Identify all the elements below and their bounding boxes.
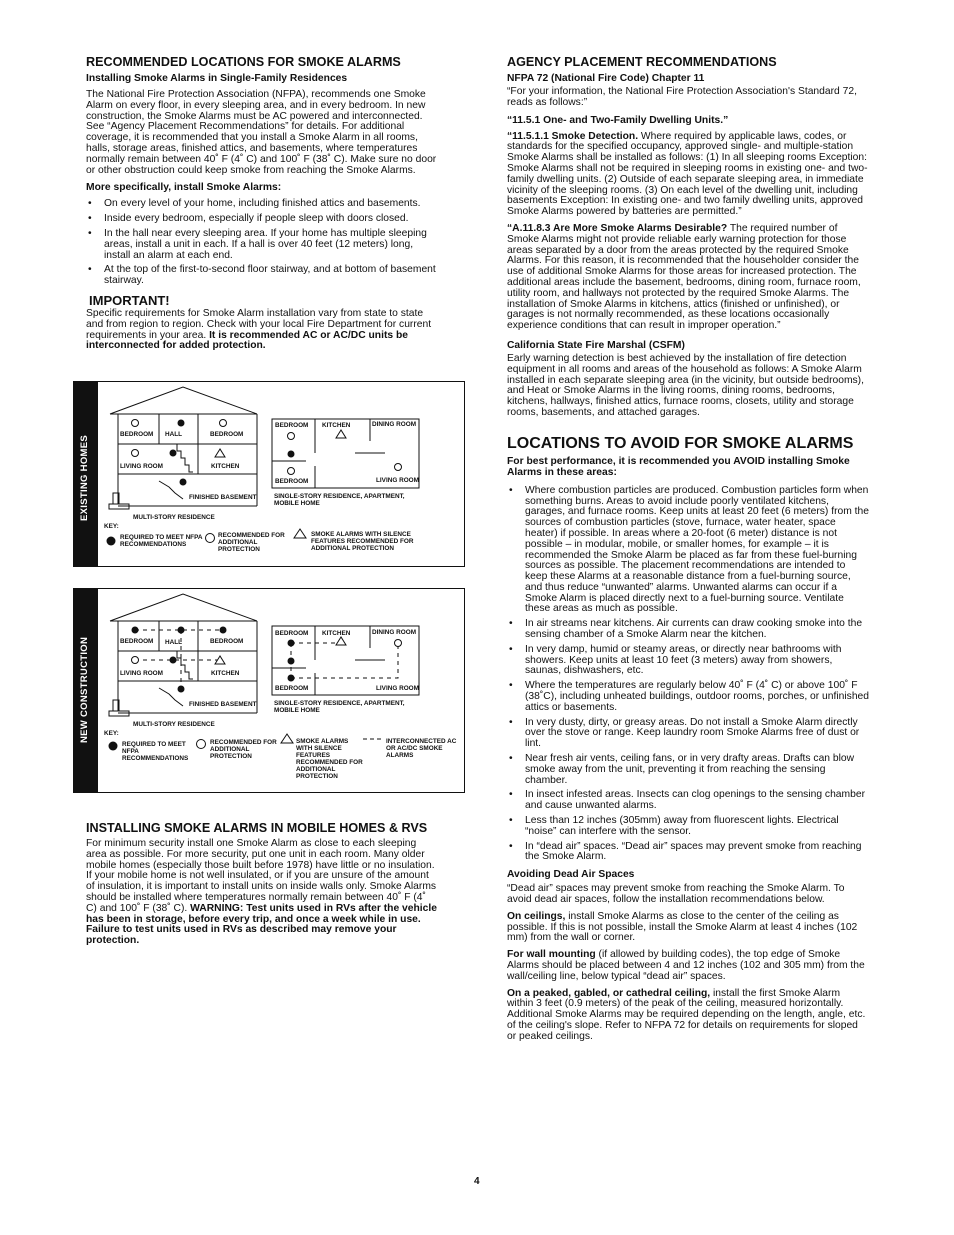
list-item: • Where combustion particles are produced. Combustion particles form when something burns. Areas to avoid include poorly ventilated kitchens, garages, and furnace rooms. Keep units at least 20 feet (6 meters) from the sources of combustion particles (stove, furnace, water heater, space heater) if possible. In areas where a 20-foot (6 meter) distance is not possible – in modular, mobile, or smaller homes, for example – it is recommended the Smoke Alarm be placed as far from these fuel-burning sources as possible. The placement recommendations are intended to keep these Alarms at a reasonable distance from a fuel-burning source, and thus reduce “unwanted” alarms. Unwanted alarms can occur if a Smoke Alarm is placed directly next to a fuel-burning source. Ventilate these areas as much as possible. xyxy=(507,486,869,616)
multi-story-caption: MULTI-STORY RESIDENCE xyxy=(133,514,215,521)
agency-placement-heading: AGENCY PLACEMENT RECOMMENDATIONS xyxy=(507,55,777,69)
mobile-homes-section xyxy=(86,821,438,953)
room-label: BEDROOM xyxy=(275,630,309,637)
list-item: • In the hall near every sleeping area. If your home has multiple sleeping areas, install a unit in each. If a hall is over 40 feet (12 meters) long, install an alarm at each end. xyxy=(86,229,438,261)
avoid-intro: For best performance, it is recommended you AVOID installing Smoke Alarms in these areas: xyxy=(507,455,850,478)
left-column xyxy=(86,55,438,358)
mobile-homes-warning: WARNING: Test units used in RVs after the vehicle has been in storage, before every trip, and once a week while in use. Failure to test units used in RVs as described may remove your protection. xyxy=(86,902,437,947)
ceilings-text: install Smoke Alarms as close to the center of the ceiling as possible. If this is not possible, install the Smoke Alarm at least 4 inches (102 mm) from the wall or corner. xyxy=(507,910,858,944)
existing-homes-side-label: EXISTING HOMES xyxy=(79,434,90,521)
mobile-homes-heading: INSTALLING SMOKE ALARMS IN MOBILE HOMES & RVS xyxy=(86,821,428,835)
room-label: BEDROOM xyxy=(275,422,309,429)
section-11-5-1-heading: “11.5.1 One- and Two-Family Dwelling Units.” xyxy=(507,114,729,126)
important-text: Specific requirements for Smoke Alarm installation vary from state to state and from region to region. Check with your local Fire Department for current requirements in your area. xyxy=(86,307,432,341)
key-silence-label: SMOKE ALARMS WITH SILENCE FEATURES RECOMMENDED FOR ADDITIONAL PROTECTION xyxy=(311,531,414,552)
room-label: FINISHED BASEMENT xyxy=(189,494,257,501)
list-item: • Inside every bedroom, especially if people sleep with doors closed. xyxy=(86,214,438,225)
right-column xyxy=(507,55,869,1049)
dead-air-heading: Avoiding Dead Air Spaces xyxy=(507,869,635,881)
dead-air-paragraph: “Dead air” spaces may prevent smoke from reaching the Smoke Alarm. To avoid dead air spaces, follow the installation recommendations below. xyxy=(507,883,845,906)
room-label: LIVING ROOM xyxy=(376,477,419,484)
new-construction-side-label: NEW CONSTRUCTION xyxy=(79,636,90,743)
room-label: KITCHEN xyxy=(322,630,351,637)
room-label: KITCHEN xyxy=(211,670,240,677)
avoid-bullet-list xyxy=(507,486,869,864)
mobile-homes-paragraph xyxy=(86,839,438,947)
install-bullet-list xyxy=(86,199,438,287)
room-label: HALL xyxy=(165,431,183,438)
nfpa-intro: “For your information, the National Fire Protection Association's Standard 72, reads as follows:” xyxy=(507,86,857,108)
multi-story-caption: MULTI-STORY RESIDENCE xyxy=(133,721,215,728)
room-label: KITCHEN xyxy=(211,463,240,470)
room-label: DINING ROOM xyxy=(372,421,417,428)
csfm-paragraph: Early warning detection is best achieved by the installation of fire detection equipment in all rooms and areas of the household as follows: A Smoke Alarm installed in each separate sleeping area (in the vicinity, but outside bedrooms), and Heat or Smoke Alarms in the living rooms, dining rooms, bedrooms, kitchens, hallways, finished attics, furnace rooms, closets, utility and storage rooms, basements, and attached garages. xyxy=(507,352,864,418)
csfm-heading: California State Fire Marshal (CSFM) xyxy=(507,339,685,351)
room-label: BEDROOM xyxy=(275,685,309,692)
list-item: • In insect infested areas. Insects can clog openings to the sensing chamber and cause unwanted alarms. xyxy=(507,790,869,812)
list-item: • On every level of your home, including finished attics and basements. xyxy=(86,199,438,210)
peaked-ceiling-text: install the first Smoke Alarm within 3 feet (0.9 meters) of the peak of the ceiling, measured horizontally. Additional Smoke Alarms may be required depending on the length, angle, etc. of the ceiling's slope. Refer to NFPA 72 for details on requirements for sloped or peaked ceilings. xyxy=(507,987,866,1042)
room-label: BEDROOM xyxy=(210,431,244,438)
list-item: • In very dusty, dirty, or greasy areas. Do not install a Smoke Alarm directly over the stove or range. Keep laundry room Smoke Alarms free of dust or lint. xyxy=(507,718,869,750)
room-label: FINISHED BASEMENT xyxy=(189,701,257,708)
page-number: 4 xyxy=(474,1176,480,1187)
section-11-5-1-1-paragraph xyxy=(507,132,869,218)
list-item: • At the top of the first-to-second floor stairway, and at bottom of basement stairway. xyxy=(86,265,438,287)
recommended-locations-heading: RECOMMENDED LOCATIONS FOR SMOKE ALARMS xyxy=(86,55,401,69)
key-required-label: REQUIRED TO MEET NFPA RECOMMENDATIONS xyxy=(122,741,189,762)
single-story-caption: SINGLE-STORY RESIDENCE, APARTMENT, MOBILE HOME xyxy=(274,700,405,714)
key-required-label: REQUIRED TO MEET NFPA RECOMMENDATIONS xyxy=(120,534,203,548)
nfpa-intro-paragraph: The National Fire Protection Association (NFPA), recommends one Smoke Alarm on every floor, in every sleeping area, and in every bedroom. In new construction, the Smoke Alarms must be AC powered and interconnected. See “Agency Placement Recommendations” for details. For additional coverage, it is recommended that you install a Smoke Alarm in all rooms, halls, storage areas, finished attics, and basements, where temperatures normally remain between 40˚ F (4˚ C) and 100˚ F (38˚ C). Make sure no door or other obstruction could keep smoke from reaching the Smoke Alarms. xyxy=(86,89,437,176)
section-a-11-8-3-paragraph xyxy=(507,224,869,332)
wall-mounting-text: (if allowed by building codes), the top edge of Smoke Alarms should be placed between 4 and 12 inches (102 and 305 mm) from the wall/ceiling line, below typical “dead air” spaces. xyxy=(507,949,865,982)
key-recommended-label: RECOMMENDED FOR ADDITIONAL PROTECTION xyxy=(210,739,277,760)
single-story-caption: SINGLE-STORY RESIDENCE, APARTMENT, MOBILE HOME xyxy=(274,493,405,507)
room-label: KITCHEN xyxy=(322,422,351,429)
section-text: Where required by applicable laws, codes, or standards for the specified occupancy, approved single- and multiple-station Smoke Alarms shall be installed as follows: (1) In all sleeping rooms Exception: Smoke Alarms shall not be required in sleeping rooms in existing one- and two-family dwelling units. (2) Outside of each separate sleeping area, in immediate vicinity of the sleeping rooms. (3) On each level of the dwelling unit, including basements Exception: In existing one- and two family dwelling units, approved Smoke Alarms powered by batteries are permitted.” xyxy=(507,130,868,218)
list-item: • In very damp, humid or steamy areas, or directly near bathrooms with showers. Keep units at least 10 feet (3 meters) away from showers, saunas, dishwashers, etc. xyxy=(507,645,869,677)
new-construction-diagram xyxy=(73,588,465,793)
list-item: • Near fresh air vents, ceiling fans, or in very drafty areas. Drafts can blow smoke away from the unit, preventing it from reaching the sensing chamber. xyxy=(507,754,869,786)
key-recommended-label: RECOMMENDED FOR ADDITIONAL PROTECTION xyxy=(218,532,285,553)
list-item: • In air streams near kitchens. Air currents can draw cooking smoke into the sensing chamber of a Smoke Alarm near the kitchen. xyxy=(507,619,869,641)
list-item: • In “dead air” spaces. “Dead air” spaces may prevent smoke from reaching the Smoke Alarm. xyxy=(507,842,869,864)
room-label: HALL xyxy=(165,639,183,646)
ceilings-paragraph xyxy=(507,912,869,944)
room-label: BEDROOM xyxy=(120,431,154,438)
room-label: BEDROOM xyxy=(275,478,309,485)
list-item: • Less than 12 inches (305mm) away from fluorescent lights. Electrical “noise” can interfere with the sensor. xyxy=(507,816,869,838)
important-bold-text: It is recommended AC or AC/DC units be interconnected for added protection. xyxy=(86,329,408,352)
room-label: LIVING ROOM xyxy=(120,463,163,470)
room-label: LIVING ROOM xyxy=(120,670,163,677)
section-title: “A.11.8.3 Are More Smoke Alarms Desirable? xyxy=(507,222,728,234)
ceilings-title: On ceilings, xyxy=(507,910,566,922)
peaked-ceiling-paragraph xyxy=(507,989,869,1043)
room-label: LIVING ROOM xyxy=(376,685,419,692)
section-title: “11.5.1.1 Smoke Detection. xyxy=(507,130,639,142)
key-label: KEY: xyxy=(104,730,119,737)
key-label: KEY: xyxy=(104,523,119,530)
important-paragraph xyxy=(86,309,438,352)
nfpa-chapter-heading: NFPA 72 (National Fire Code) Chapter 11 xyxy=(507,73,705,84)
specific-install-heading: More specifically, install Smoke Alarms: xyxy=(86,182,282,194)
important-heading: IMPORTANT! xyxy=(89,292,170,308)
existing-homes-diagram xyxy=(73,381,465,567)
mobile-homes-text: For minimum security install one Smoke Alarm as close to each sleeping area as possible. For more security, put one unit in each room. Many older mobile homes (especially those built before 1978) have little or no insulation. If your mobile home is not well insulated, or if you are unsure of the amount of insulation, it is important to install units on inside walls only. Smoke Alarms should be installed where temperatures normally remain between 40˚ F (4˚ C) and 100˚ F (38˚ C). xyxy=(86,838,437,914)
room-label: BEDROOM xyxy=(120,638,154,645)
peaked-ceiling-title: On a peaked, gabled, or cathedral ceiling, xyxy=(507,987,711,999)
key-silence-label: SMOKE ALARMS WITH SILENCE FEATURES RECOMMENDED FOR ADDITIONAL PROTECTION xyxy=(296,738,363,780)
room-label: DINING ROOM xyxy=(372,629,417,636)
section-text: The required number of Smoke Alarms might not provide reliable early warning protection for those areas separated by a door from the areas protected by the required Smoke Alarms. For this reason, it is recommended that the householder consider the use of additional Smoke Alarms for those areas for increased protection. The additional areas include the basement, bedrooms, dining room, furnace room, utility room, and hallways not protected by the required Smoke Alarms. The installation of Smoke Alarms in kitchens, attics (finished or unfinished), or garages is not normally recommended, as these locations occasionally experience conditions that can result in improper operation.” xyxy=(507,222,861,332)
locations-to-avoid-heading: LOCATIONS TO AVOID FOR SMOKE ALARMS xyxy=(507,434,854,452)
room-label: BEDROOM xyxy=(210,638,244,645)
key-interconnected-label: INTERCONNECTED AC OR AC/DC SMOKE ALARMS xyxy=(386,738,457,759)
single-family-subheading: Installing Smoke Alarms in Single-Family Residences xyxy=(86,73,348,84)
list-item: • Where the temperatures are regularly below 40˚ F (4˚ C) or above 100˚ F (38˚C), including unheated buildings, outdoor rooms, porches, or unfinished attics or basements. xyxy=(507,681,869,713)
wall-mounting-title: For wall mounting xyxy=(507,949,596,961)
wall-mounting-paragraph xyxy=(507,950,869,982)
